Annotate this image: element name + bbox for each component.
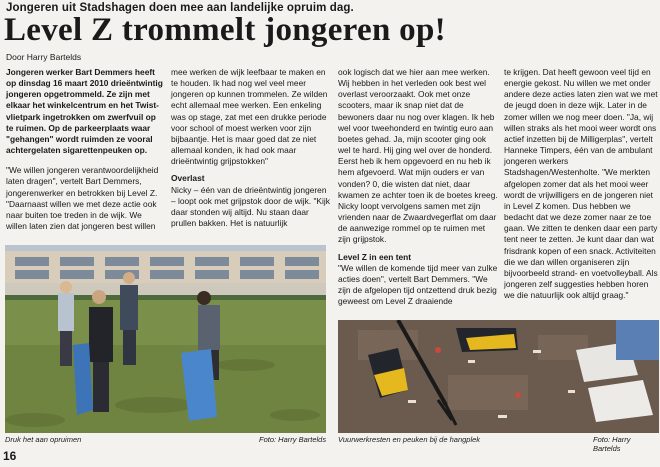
photo-illustration — [338, 320, 659, 433]
article-paragraph: mee werken de wijk leefbaar te maken en te houden. Ik had nog wel veel meer jongeren op kunnen trommelen. Ze wilden echt allemaal mee werken. Een enkeling was op stage, zat met een drukke periode voor school of moest werken voor zijn bijbaantje. Het is maar goed dat ze niet allemaal konden, ik had ook maar drieëntwintig grijpstokken" — [171, 67, 328, 167]
photo-caption-right: Vuurwerkresten en peuken bij de hangplek — [338, 435, 481, 444]
photo-caption-left: Druk het aan opruimen — [5, 435, 82, 444]
article-lead-paragraph: Jongeren werker Bart Demmers heeft op dinsdag 16 maart 2010 drieëntwintig jongeren opgetrommeld. Ze zijn met elkaar het winkelcentrum en het Twist-vlietpark ingetrokken om zwerfvuil op te ruimen. Op de parkeerplaats waar "gehangen" wordt ruimden ze vooral achtergelaten sigarettenpeuken op. — [6, 67, 163, 156]
photo-illustration — [5, 245, 326, 433]
article-paragraph: "We willen de komende tijd meer van zulke acties doen", vertelt Bart Demmers. "We zijn de afgelopen tijd ontzettend druk bezig geweest om Level Z draaiende — [338, 262, 498, 307]
article-column-3 — [338, 67, 498, 307]
article-paragraph: Nicky – één van de drieëntwintig jongeren – loopt ook met grijpstok door de wijk. "Kijk daar stonden wij altijd. Nu staan daar prullen bakken. Het is natuurlijk — [171, 184, 330, 229]
article-column-1 — [6, 67, 164, 232]
article-paragraph: ook logisch dat we hier aan mee werken. Wij hebben in het verleden ook best wel overlast veroorzaakt. Ook met onze scooters, maar ik snap niet dat de bewoners daar nu nog over klagen. Ik heb wel voor tweehonderd en twintig euro aan boetes gehad. Ja, mijn scooter ging ook wel te hard. Hij ging wel over de honderd. Eerst heb ik hem opgevoerd en nu heb ik hem afgevoerd. Wat mijn ouders er van vonden? 0, die wisten dat niet, daar kwamen ze achter toen ik de boetes kreeg. Nicky loopt vervolgens samen met zijn vrienden naar de Zwaardvegerflat om daar de aanwezige rommel op te ruimen met zijn grijpstok. — [338, 67, 498, 245]
subheading-overlast: Overlast — [171, 173, 205, 184]
article-paragraph: "We willen jongeren verantwoordelijkheid laten dragen", vertelt Bart Demmers, jongerenwerker en betrokken bij Level Z. "Daarnaast willen we met deze actie ook naar buiten toe treden in de wijk. We willen laten zien dat jongeren best willen — [6, 165, 159, 232]
page-number: 16 — [3, 449, 17, 463]
article-byline: Door Harry Bartelds — [6, 52, 82, 62]
article-column-4 — [504, 67, 658, 301]
photo-fireworks-and-butts — [338, 320, 659, 433]
photo-youths-cleaning-park — [5, 245, 326, 433]
article-kicker: Jongeren uit Stadshagen doen mee aan landelijke opruim dag. — [6, 2, 354, 14]
subheading-level-z-in-een-tent: Level Z in een tent — [338, 251, 412, 262]
photo-credit-right: Foto: Harry Bartelds — [593, 435, 631, 453]
article-headline: Level Z trommelt jongeren op! — [4, 12, 446, 48]
article-paragraph: te krijgen. Dat heeft gewoon veel tijd en energie gekost. Nu willen we met onder andere deze acties laten zien wat we met de jeugd doen in deze wijk. Later in de zomer willen we nog meer doen. "Ja, wij willen straks als het mooi weer wordt ons actief inzetten bij de Milligerplas", vertelt Hanneke Timpers, één van de ambulant jongeren werkers Stadshagen/Westenholte. "We merkten afgelopen zomer dat als het mooi weer wordt de vrijwilligers en de jongeren niet in Level Z komen. Dus hebben we bedacht dat we deze zomer naar ze toe gaan. We zitten te denken daar een party tent neer te zetten. Je kunt daar dan wat frisdrank kopen of een snack. Activiteiten die we dan willen organiseren zijn bijvoorbeeld strand- en voetvolleyball. Als jongeren zelf suggesties hebben horen we die natuurlijk ook altijd graag." — [504, 67, 658, 301]
article-column-2 — [171, 67, 331, 229]
photo-credit-left: Foto: Harry Bartelds — [259, 435, 327, 444]
